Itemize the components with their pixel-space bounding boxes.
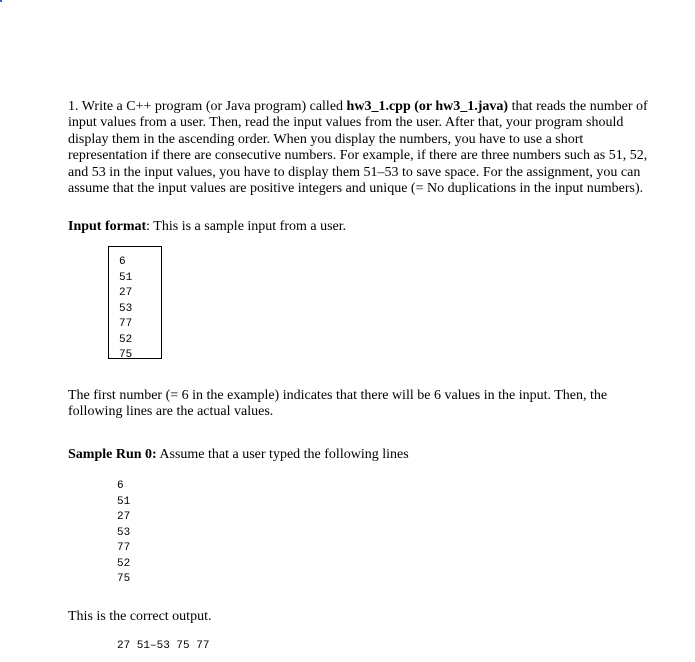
input-format-label: Input format [68, 219, 147, 234]
sample-run-value: 77 [117, 542, 131, 554]
sample-input-value: 27 [119, 287, 133, 299]
sample-run-label: Sample Run 0: [68, 447, 157, 462]
question-line-6: assume that the input values are positive integers and unique (= No duplications in the input numbers). [68, 181, 644, 197]
sample-run-value: 51 [117, 495, 131, 508]
explanation-line-1: The first number (= 6 in the example) indicates that there will be 6 values in the input. Then, the [68, 388, 608, 403]
question-line-1 [68, 99, 688, 115]
question-line-3: display them in the ascending order. When you display the numbers, you have to use a short [68, 131, 584, 147]
sample-input-value: 6 [119, 256, 126, 268]
question-line-4: representation if there are consecutive numbers. For example, if there are three numbers such as 51, 52, [68, 148, 648, 164]
corner-marker [0, 0, 2, 2]
question-line-2: input values from a user. Then, read the input values from the user. After that, your program should [68, 115, 624, 131]
output-result [117, 639, 209, 655]
question-paragraph [68, 99, 688, 197]
input-format-text: : This is a sample input from a user. [146, 219, 347, 234]
sample-input-value: 51 [119, 271, 133, 284]
sample-run-text: Assume that a user typed the following lines [156, 447, 409, 462]
sample-run-value: 52 [117, 557, 131, 570]
sample-input-value: 75 [119, 349, 133, 361]
sample-run-value: 53 [117, 526, 131, 539]
output-intro [68, 609, 211, 625]
question-rest: that reads the number of [508, 99, 648, 114]
question-line-5: and 53 in the input values, you have to display them 51–53 to save space. For the assignment, you can [68, 164, 641, 180]
output-intro-text: This is the correct output. [68, 609, 212, 624]
explanation-line-2: following lines are the actual values. [68, 404, 274, 420]
sample-run-value: 27 [117, 511, 131, 523]
sample-input-box [108, 246, 162, 359]
input-format-heading [68, 219, 346, 235]
explanation-paragraph [68, 388, 688, 421]
sample-input-value: 52 [119, 333, 133, 346]
sample-input-value: 53 [119, 302, 133, 315]
sample-run-heading [68, 447, 409, 463]
sample-run-value: 6 [117, 480, 124, 492]
question-filename: hw3_1.cpp (or hw3_1.java) [346, 99, 509, 114]
output-result-text: 27 51–53 75 77 [117, 640, 210, 652]
question-prefix: 1. Write a C++ program (or Java program) called [68, 99, 347, 114]
sample-input-value: 77 [119, 318, 133, 330]
sample-run-value: 75 [117, 573, 131, 585]
sample-run-values [117, 479, 130, 588]
